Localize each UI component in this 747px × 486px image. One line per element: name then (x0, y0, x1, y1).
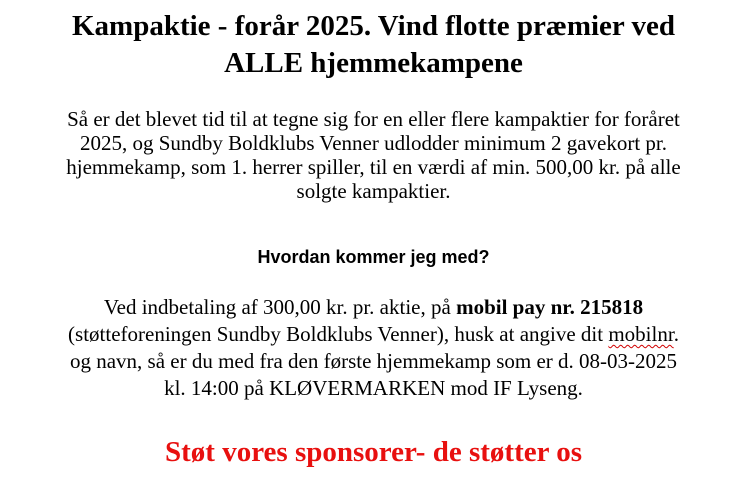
details-line-3: og navn, så er du med fra den første hjemmekamp som er d. 08-03-2025 (69, 349, 678, 373)
mobilepay-number: mobil pay nr. 215818 (456, 295, 644, 319)
how-to-join-heading: Hvordan kommer jeg med? (257, 247, 490, 267)
intro-line-1: Så er det blevet tid til at tegne sig for en eller flere kampaktier for foråret (67, 107, 680, 131)
sponsor-callout: Støt vores sponsorer- de støtter os (165, 436, 582, 468)
intro-line-3: hjemmekamp, som 1. herrer spiller, til en værdi af min. 500,00 kr. på alle (66, 155, 681, 179)
payment-details-paragraph (0, 294, 747, 402)
details-line-4: kl. 14:00 på KLØVERMARKEN mod IF Lyseng. (164, 376, 583, 400)
details-line-2-prefix: (støtteforeningen Sundby Boldklubs Venner), husk at angive dit (68, 322, 609, 346)
intro-line-2: 2025, og Sundby Boldklubs Venner udlodder minimum 2 gavekort pr. (80, 131, 667, 155)
details-line-2-suffix: . (673, 322, 679, 346)
title-line-2: ALLE hjemmekampene (224, 47, 523, 79)
intro-paragraph (0, 107, 747, 203)
spellcheck-flagged-word: mobilnr (608, 322, 674, 346)
intro-line-4: solgte kampaktier. (296, 179, 451, 203)
details-line-1-prefix: Ved indbetaling af 300,00 kr. pr. aktie, på (103, 295, 457, 319)
title-line-1: Kampaktie - forår 2025. Vind flotte præmier ved (71, 10, 676, 42)
page-title (0, 8, 747, 82)
